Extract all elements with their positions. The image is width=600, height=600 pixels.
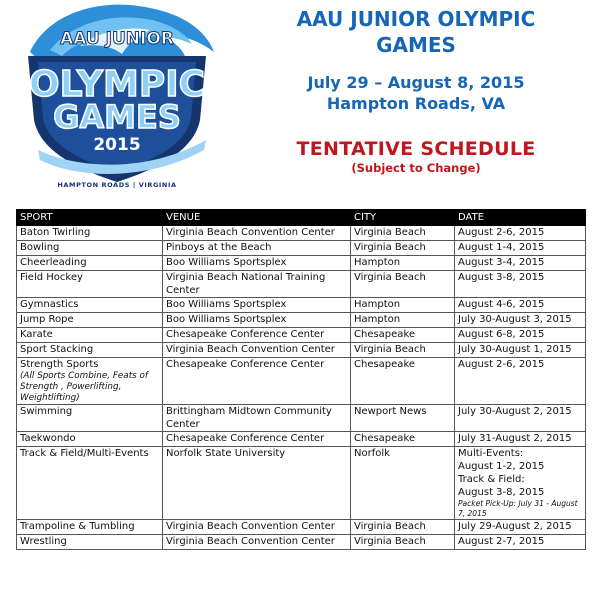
aau-junior-olympic-games-logo: [10, 0, 224, 196]
city-cell: Norfolk: [351, 447, 455, 520]
table-row: [17, 358, 586, 405]
venue-cell: Chesapeake Conference Center: [163, 358, 351, 405]
venue-cell: Boo Williams Sportsplex: [163, 298, 351, 313]
city-cell: Virginia Beach: [351, 535, 455, 550]
venue-cell: Chesapeake Conference Center: [163, 328, 351, 343]
date-cell: August 3-4, 2015: [455, 256, 586, 271]
venue-cell: Pinboys at the Beach: [163, 241, 351, 256]
schedule-table: [16, 209, 586, 550]
city-cell: Chesapeake: [351, 432, 455, 447]
table-row: [17, 328, 586, 343]
city-cell: Chesapeake: [351, 328, 455, 343]
packet-pickup-note: Packet Pick-Up: July 31 - August 7, 2015: [458, 499, 578, 518]
table-row: [17, 298, 586, 313]
date-line: August 3-8, 2015: [458, 487, 545, 498]
logo-year: 2015: [93, 135, 141, 155]
date-cell: [455, 447, 586, 520]
date-line: August 1-2, 2015: [458, 461, 545, 472]
logo-line3: GAMES: [53, 98, 181, 136]
sport-cell: Jump Rope: [17, 313, 163, 328]
logo-line1: AAU JUNIOR: [60, 29, 174, 49]
logo-location: HAMPTON ROADS | VIRGINIA: [57, 181, 177, 189]
city-cell: Hampton: [351, 256, 455, 271]
venue-cell: Virginia Beach Convention Center: [163, 343, 351, 358]
event-dates: July 29 – August 8, 2015: [307, 73, 525, 92]
venue-cell: Virginia Beach Convention Center: [163, 535, 351, 550]
table-row: [17, 343, 586, 358]
table-row: [17, 405, 586, 432]
date-cell: July 30-August 3, 2015: [455, 313, 586, 328]
date-line: Track & Field:: [458, 474, 525, 485]
sport-note: (All Sports Combine, Feats of Strength , Powerlifting, Weightlifting): [20, 371, 149, 403]
date-cell: August 2-7, 2015: [455, 535, 586, 550]
event-location: Hampton Roads, VA: [326, 94, 506, 113]
city-cell: Newport News: [351, 405, 455, 432]
sport-cell: [17, 358, 163, 405]
city-cell: Virginia Beach: [351, 226, 455, 241]
city-cell: Virginia Beach: [351, 343, 455, 358]
date-cell: August 2-6, 2015: [455, 358, 586, 405]
venue-cell: Norfolk State University: [163, 447, 351, 520]
table-row: [17, 535, 586, 550]
date-cell: July 31-August 2, 2015: [455, 432, 586, 447]
sport-cell: Gymnastics: [17, 298, 163, 313]
sport-cell: Field Hockey: [17, 271, 163, 298]
sport-cell: Baton Twirling: [17, 226, 163, 241]
sport-cell: Swimming: [17, 405, 163, 432]
date-cell: July 30-August 1, 2015: [455, 343, 586, 358]
sport-cell: Bowling: [17, 241, 163, 256]
city-cell: Virginia Beach: [351, 271, 455, 298]
venue-cell: Virginia Beach National Training Center: [163, 271, 351, 298]
table-row: [17, 313, 586, 328]
column-header-city: CITY: [351, 210, 455, 226]
venue-cell: Boo Williams Sportsplex: [163, 256, 351, 271]
table-row: [17, 241, 586, 256]
schedule-title: TENTATIVE SCHEDULE: [296, 138, 536, 160]
date-cell: August 1-4, 2015: [455, 241, 586, 256]
table-row: [17, 256, 586, 271]
venue-cell: Virginia Beach Convention Center: [163, 226, 351, 241]
city-cell: Virginia Beach: [351, 241, 455, 256]
sport-cell: Sport Stacking: [17, 343, 163, 358]
column-header-venue: VENUE: [163, 210, 351, 226]
date-cell: July 29-August 2, 2015: [455, 520, 586, 535]
sport-cell: Taekwondo: [17, 432, 163, 447]
table-row: [17, 432, 586, 447]
sport-cell: Karate: [17, 328, 163, 343]
city-cell: Hampton: [351, 313, 455, 328]
sport-cell: Cheerleading: [17, 256, 163, 271]
sport-cell: Wrestling: [17, 535, 163, 550]
table-row: [17, 226, 586, 241]
table-row: [17, 447, 586, 520]
table-row: [17, 520, 586, 535]
column-header-date: DATE: [455, 210, 586, 226]
city-cell: Hampton: [351, 298, 455, 313]
date-cell: August 3-8, 2015: [455, 271, 586, 298]
city-cell: Virginia Beach: [351, 520, 455, 535]
table-header-row: [17, 210, 586, 226]
logo-line2: OLYMPIC: [28, 64, 206, 105]
venue-cell: Chesapeake Conference Center: [163, 432, 351, 447]
sport-cell: Trampoline & Tumbling: [17, 520, 163, 535]
city-cell: Chesapeake: [351, 358, 455, 405]
venue-cell: Boo Williams Sportsplex: [163, 313, 351, 328]
event-title-line1: AAU JUNIOR OLYMPIC: [296, 7, 536, 31]
date-cell: August 4-6, 2015: [455, 298, 586, 313]
sport-cell: Track & Field/Multi-Events: [17, 447, 163, 520]
sport-name: Strength Sports: [20, 359, 99, 370]
date-cell: August 2-6, 2015: [455, 226, 586, 241]
venue-cell: Brittingham Midtown Community Center: [163, 405, 351, 432]
date-cell: August 6-8, 2015: [455, 328, 586, 343]
schedule-subtitle: (Subject to Change): [351, 161, 481, 175]
table-row: [17, 271, 586, 298]
date-cell: July 30-August 2, 2015: [455, 405, 586, 432]
column-header-sport: SPORT: [17, 210, 163, 226]
venue-cell: Virginia Beach Convention Center: [163, 520, 351, 535]
event-title-line2: GAMES: [376, 33, 456, 57]
date-line: Multi-Events:: [458, 448, 524, 459]
